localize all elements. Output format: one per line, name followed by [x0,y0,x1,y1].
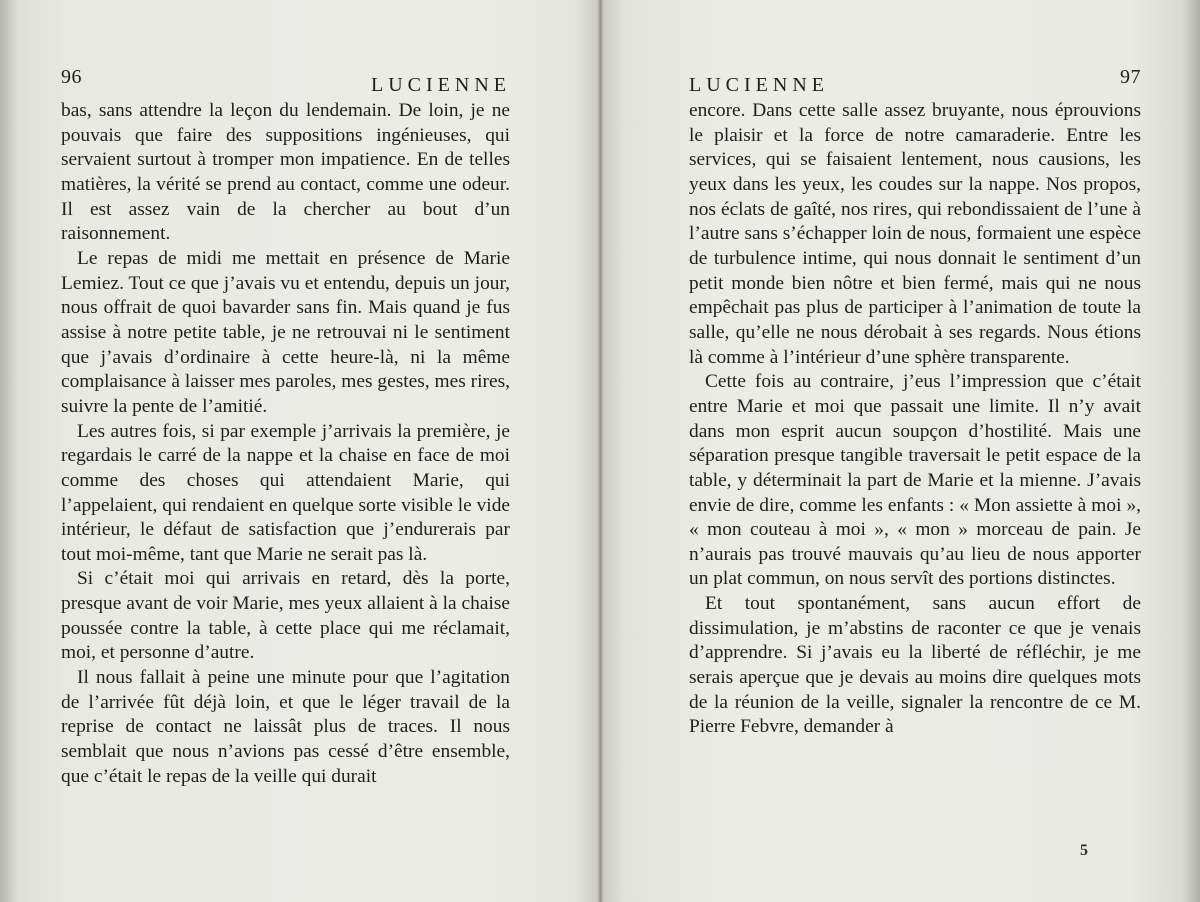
right-page [600,0,1200,902]
running-head-left: LUCIENNE [371,74,511,96]
paragraph: Et tout spontanément, sans aucun effort de dissimulation, je m’abstins de raconter ce que je venais d’apprendre. Si j’avais eu la liberté de réfléchir, je me serais aperçue que je devais au moins dire quelques mots de la réunion de la veille, signaler la rencontre de ce M. Pierre Febvre, demander à [689,593,1141,738]
right-page-body [689,99,1141,740]
left-page-body [61,99,510,789]
paragraph: Si c’était moi qui arrivais en retard, dès la porte, presque avant de voir Marie, mes yeux allaient à la chaise poussée contre la table, à cette place qui me réclamait, moi, et personne d’autre. [61,568,510,664]
page-number-right: 97 [1120,66,1141,88]
right-page-header [689,66,1141,94]
page-number-left: 96 [61,66,82,88]
paragraph: Les autres fois, si par exemple j’arrivais la première, je regardais le carré de la nappe et la chaise en face de moi comme des choses qui attendaient Marie, qui l’appelaient, qui rendaient en quelque sorte visible le vide intérieur, le défaut de satisfaction que j’endurerais par tout moi-même, tant que Marie ne serait pas là. [61,420,510,565]
signature-mark: 5 [1080,842,1088,859]
paragraph: encore. Dans cette salle assez bruyante, nous éprouvions le plaisir et la force de notre camaraderie. Entre les services, qui se faisaient lentement, nous causions, les yeux dans les yeux, les coudes sur la nappe. Nos propos, nos éclats de gaîté, nos rires, qui rebondissaient de l’une à l’autre sans s’échapper loin de nous, formaient une espèce de turbulence intime, qui nous donnait le sentiment d’un petit monde bien nôtre et bien fermé, mais qui ne nous empêchait pas plus de participer à l’animation de toute la salle, qu’elle ne nous dérobait à ses regards. Nous étions là comme à l’intérieur d’une sphère transparente. [689,100,1141,368]
paragraph: Le repas de midi me mettait en présence de Marie Lemiez. Tout ce que j’avais vu et entendu, depuis un jour, nous offrait de quoi bavarder sans fin. Mais quand je fus assise à notre petite table, je ne retrouvai ni le sentiment que j’avais d’ordinaire à cette heure-là, ni la même complaisance à laisser mes paroles, mes gestes, mes rires, suivre la pente de l’amitié. [61,247,510,417]
paragraph: Il nous fallait à peine une minute pour que l’agitation de l’arrivée fût déjà loin, et que le léger travail de la reprise de contact ne laissât plus de traces. Il nous semblait que nous n’avions pas cessé d’être ensemble, que c’était le repas de la veille qui durait [61,667,510,787]
paragraph: bas, sans attendre la leçon du lendemain. De loin, je ne pouvais que faire des suppositions ingénieuses, qui servaient surtout à tromper mon impatience. En de telles matières, la vérité se prend au contact, comme une odeur. Il est assez vain de la chercher au bout d’un raisonnement. [61,100,510,245]
left-page-header [61,66,511,94]
running-head-right: LUCIENNE [689,74,829,96]
paragraph: Cette fois au contraire, j’eus l’impression que c’était entre Marie et moi que passait une limite. Il n’y avait dans mon esprit aucun soupçon d’hostilité. Mais une séparation presque tangible traversait le petit espace de la table, y déterminait la part de Marie et la mienne. J’avais envie de dire, comme les enfants : « Mon assiette à moi », « mon couteau à moi », « mon » morceau de pain. Je n’aurais pas trouvé mauvais qu’au lieu de nous apporter un plat commun, on nous servît des portions distinctes. [689,371,1141,590]
